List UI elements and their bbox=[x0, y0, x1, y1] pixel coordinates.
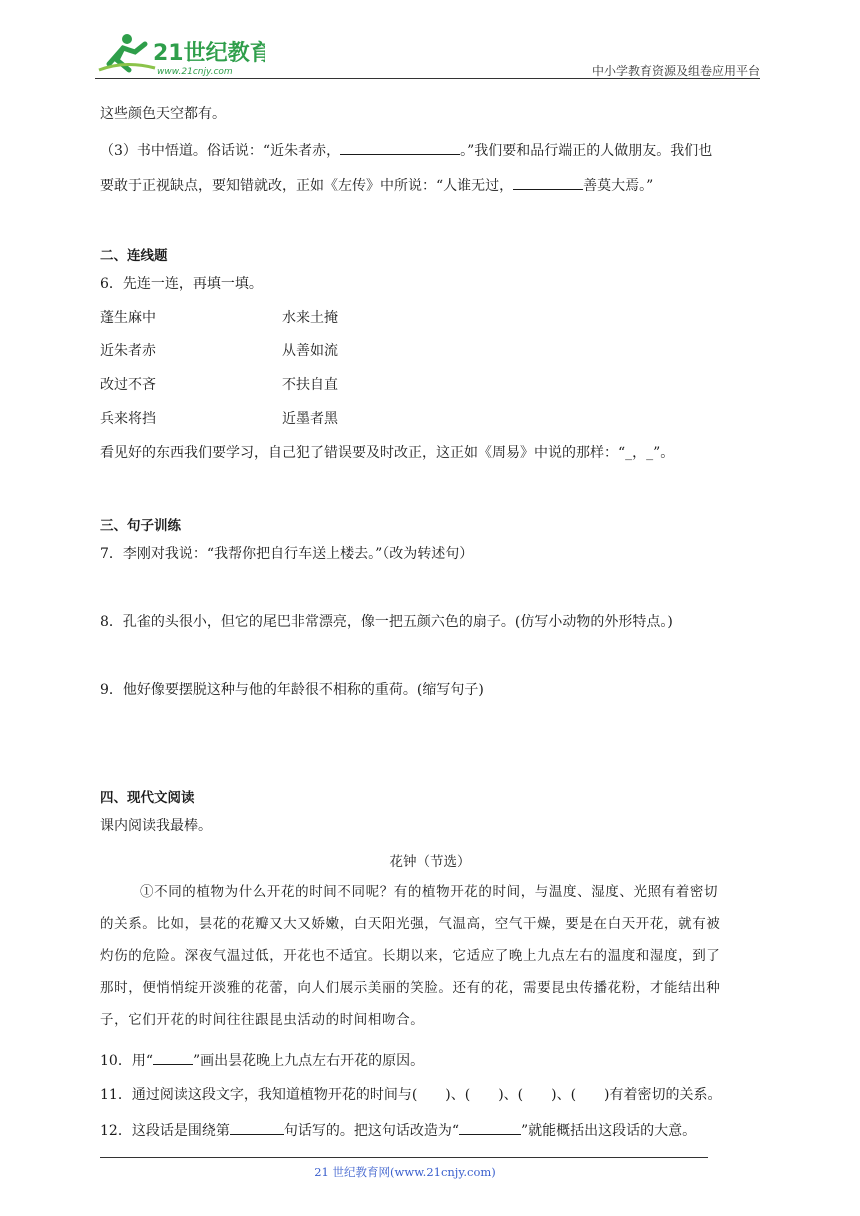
match-right-item[interactable]: 从善如流 bbox=[282, 343, 338, 359]
footer-link[interactable]: 21 世纪教育网(www.21cnjy.com) bbox=[314, 1165, 496, 1179]
answer-blank[interactable] bbox=[513, 175, 583, 190]
article-line: 子，它们开花的时间往往跟昆虫活动的时间相吻合。 bbox=[100, 1012, 425, 1028]
svg-text:www.21cnjy.com: www.21cnjy.com bbox=[157, 67, 233, 77]
match-left-item[interactable]: 兵来将挡 bbox=[100, 411, 156, 427]
answer-blank[interactable] bbox=[340, 140, 460, 155]
header-divider bbox=[95, 78, 760, 79]
question-6: 6．先连一连，再填一填。 bbox=[100, 276, 263, 292]
match-left-item[interactable]: 改过不吝 bbox=[100, 377, 156, 393]
site-logo bbox=[95, 30, 265, 78]
match-left-item[interactable]: 蓬生麻中 bbox=[100, 310, 156, 326]
q6-fill-text: 看见好的东西我们要学习，自己犯了错误要及时改正，这正如《周易》中说的那样：“_，_”。 bbox=[100, 445, 675, 461]
answer-blank[interactable] bbox=[459, 1120, 521, 1135]
section-title: 三、句子训练 bbox=[100, 518, 181, 534]
svg-text:21世纪教育: 21世纪教育 bbox=[153, 41, 265, 66]
section-title: 二、连线题 bbox=[100, 248, 168, 264]
platform-name: 中小学教育资源及组卷应用平台 bbox=[591, 64, 760, 78]
q5-tail-text: 这些颜色天空都有。 bbox=[100, 106, 226, 122]
match-right-item[interactable]: 不扶自直 bbox=[282, 377, 338, 393]
q5-part3-line1: （3）书中悟道。俗话说：“近朱者赤， 。”我们要和品行端正的人做朋友。我们也 bbox=[100, 140, 712, 161]
question-8: 8．孔雀的头很小，但它的尾巴非常漂亮，像一把五颜六色的扇子。(仿写小动物的外形特点。) bbox=[100, 614, 673, 630]
article-line: 那时，便悄悄绽开淡雅的花蕾，向人们展示美丽的笑脸。还有的花，需要昆虫传播花粉，才能结出种 bbox=[100, 980, 721, 996]
runner-logo-icon bbox=[95, 30, 265, 78]
answer-blank[interactable] bbox=[230, 1120, 284, 1135]
question-9: 9．他好像要摆脱这种与他的年龄很不相称的重荷。(缩写句子) bbox=[100, 682, 484, 698]
reading-intro: 课内阅读我最棒。 bbox=[100, 818, 212, 834]
question-7: 7．李刚对我说：“我帮你把自行车送上楼去。”（改为转述句） bbox=[100, 546, 474, 562]
answer-blank[interactable] bbox=[153, 1050, 193, 1065]
section-title: 四、现代文阅读 bbox=[100, 790, 195, 806]
article-title: 花钟（节选） bbox=[389, 854, 471, 870]
match-right-item[interactable]: 近墨者黑 bbox=[282, 411, 338, 427]
question-11: 11．通过阅读这段文字，我知道植物开花的时间与( )、( )、( )、( )有着密切的关系。 bbox=[100, 1087, 722, 1103]
page-header bbox=[95, 30, 760, 80]
match-left-item[interactable]: 近朱者赤 bbox=[100, 343, 156, 359]
match-right-item[interactable]: 水来土掩 bbox=[282, 310, 338, 326]
article-line: ①不同的植物为什么开花的时间不同呢？有的植物开花的时间，与温度、湿度、光照有着密切 bbox=[140, 884, 719, 900]
q5-part3-line2: 要敢于正视缺点，要知错就改，正如《左传》中所说：“人谁无过， 善莫大焉。” bbox=[100, 175, 653, 196]
article-line: 灼伤的危险。深夜气温过低，开花也不适宜。长期以来，它适应了晚上九点左右的温度和湿度，到了 bbox=[100, 948, 721, 964]
article-line: 的关系。比如，昙花的花瓣又大又娇嫩，白天阳光强，气温高，空气干燥，要是在白天开花，就有被 bbox=[100, 916, 721, 932]
question-12: 12．这段话是围绕第 句话写的。把这句话改造为“ ”就能概括出这段话的大意。 bbox=[100, 1120, 696, 1141]
question-10: 10．用“ ”画出昙花晚上九点左右开花的原因。 bbox=[100, 1050, 424, 1071]
footer-divider bbox=[100, 1157, 708, 1158]
